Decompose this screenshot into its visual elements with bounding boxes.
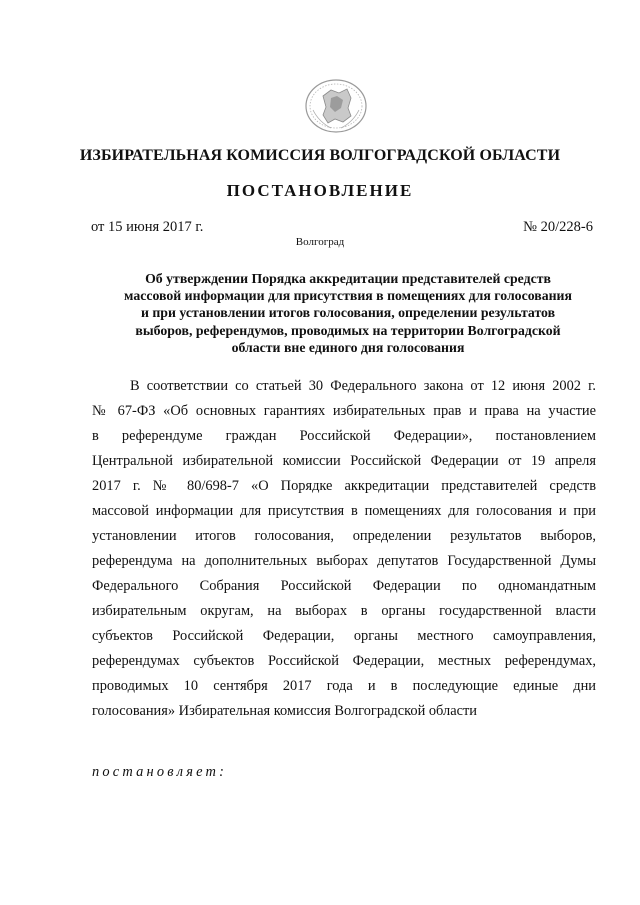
body-line: Центральной избирательной комиссии Российской Федерации от 19 апреля [92, 453, 596, 469]
body-line: избирательным округам, на выборах в органы государственной власти [92, 603, 596, 619]
document-date: от 15 июня 2017 г. [91, 219, 204, 235]
title-line: Об утверждении Порядка аккредитации представителей средств [145, 271, 551, 286]
body-line: субъектов Российской Федерации, органы местного самоуправления, [92, 628, 596, 644]
body-line: установлении итогов голосования, определении результатов выборов, [92, 528, 596, 544]
body-line: 2017 г. № 80/698-7 «О Порядке аккредитации представителей средств [92, 478, 596, 494]
body-line: в референдуме граждан Российской Федерации», постановлением [92, 428, 596, 444]
body-line: референдумах субъектов Российской Федерации, местных референдумах, [92, 653, 596, 669]
resolve-statement: постановляет: [92, 764, 228, 780]
coat-of-arms-emblem-icon [301, 76, 371, 136]
document-city: Волгоград [295, 236, 345, 248]
title-line: и при установлении итогов голосования, определении результатов [140, 305, 556, 321]
body-line: В соответствии со статьей 30 Федерального закона от 12 июня 2002 г. [130, 378, 596, 394]
document-body-paragraph [92, 374, 596, 724]
title-line: массовой информации для присутствия в помещениях для голосования [124, 288, 572, 304]
body-line: референдума на дополнительных выборах депутатов Государственной Думы [92, 553, 596, 569]
body-line: Федерального Собрания Российской Федерации по одномандатным [92, 578, 596, 594]
body-line: проводимых 10 сентября 2017 года и в последующие единые дни [92, 678, 596, 694]
body-line: голосования» Избирательная комиссия Волгоградской области [92, 703, 477, 719]
document-type-heading: ПОСТАНОВЛЕНИЕ [226, 181, 414, 200]
organization-name: ИЗБИРАТЕЛЬНАЯ КОМИССИЯ ВОЛГОГРАДСКОЙ ОБЛАСТИ [79, 147, 561, 164]
body-line: массовой информации для присутствия в помещениях для голосования и при [92, 503, 596, 519]
title-line: выборов, референдумов, проводимых на территории Волгоградской [135, 322, 561, 338]
document-number: № 20/228-6 [523, 219, 593, 235]
document-title [90, 270, 606, 356]
body-line: № 67-ФЗ «Об основных гарантиях избирательных прав и права на участие [92, 403, 596, 419]
title-line: области вне единого дня голосования [231, 339, 465, 355]
